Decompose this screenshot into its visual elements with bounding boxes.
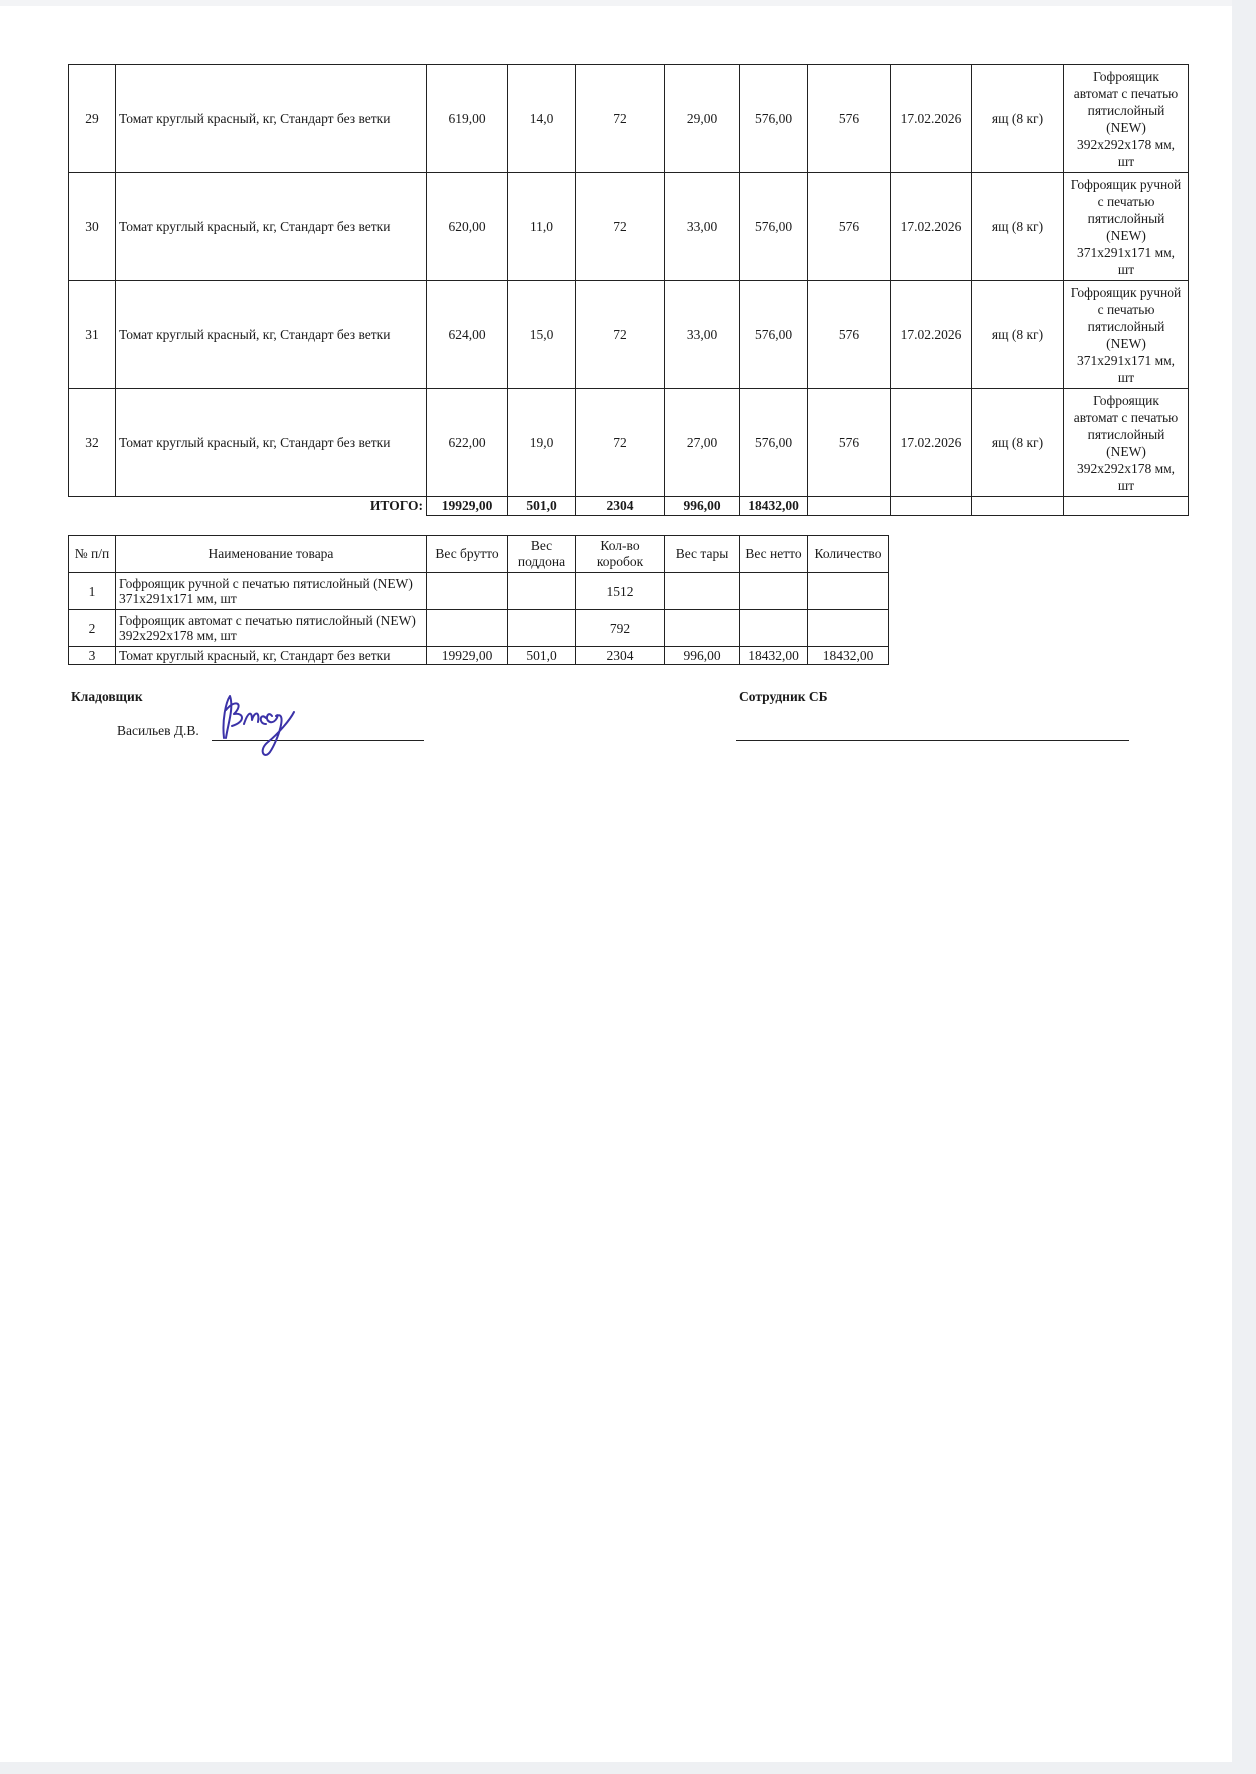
- cell-num: 30: [69, 173, 116, 281]
- pack-line: пятислойный: [1087, 210, 1165, 226]
- cell-pallet: [508, 573, 576, 610]
- cell-name: Томат круглый красный, кг, Стандарт без ветки: [116, 389, 427, 497]
- pack-line: пятислойный: [1087, 426, 1165, 442]
- cell-boxes: 72: [576, 173, 665, 281]
- scan-edge-top: [0, 0, 1256, 6]
- cell-gross: 622,00: [427, 389, 508, 497]
- cell-qty: 18432,00: [808, 647, 889, 665]
- cell-date: 17.02.2026: [891, 65, 972, 173]
- cell-date: 17.02.2026: [891, 281, 972, 389]
- pack-line: пятислойный: [1087, 318, 1165, 334]
- security-signature-line: [736, 740, 1129, 741]
- header-net: Вес нетто: [740, 536, 808, 573]
- cell-net: 576,00: [740, 281, 808, 389]
- cell-qty: 576: [808, 389, 891, 497]
- cell-tare: [665, 573, 740, 610]
- cell-net: [740, 610, 808, 647]
- pack-line: шт: [1117, 261, 1135, 277]
- cell-tare: 33,00: [665, 281, 740, 389]
- cell-tare: 996,00: [665, 647, 740, 665]
- cell-unit: ящ (8 кг): [972, 281, 1064, 389]
- summary-table: [68, 535, 889, 665]
- cell-boxes: 792: [576, 610, 665, 647]
- pack-line: пятислойный: [1087, 102, 1165, 118]
- header-name: Наименование товара: [116, 536, 427, 573]
- cell-pallet: 14,0: [508, 65, 576, 173]
- cell-name: Томат круглый красный, кг, Стандарт без ветки: [116, 281, 427, 389]
- cell-name: Гофроящик ручной с печатью пятислойный (NEW) 371x291x171 мм, шт: [116, 573, 427, 610]
- cell-gross: 620,00: [427, 173, 508, 281]
- cell-pack: [1064, 65, 1189, 173]
- cell-qty: [808, 610, 889, 647]
- summary-header-row: [69, 536, 889, 573]
- total-boxes: 2304: [576, 497, 665, 516]
- storekeeper-signature: [218, 690, 298, 762]
- cell-num: 3: [69, 647, 116, 665]
- cell-boxes: 72: [576, 389, 665, 497]
- cell-qty: [808, 573, 889, 610]
- cell-net: 18432,00: [740, 647, 808, 665]
- pack-line: (NEW): [1106, 335, 1146, 351]
- cell-unit: ящ (8 кг): [972, 389, 1064, 497]
- cell-boxes: 72: [576, 65, 665, 173]
- header-gross: Вес брутто: [427, 536, 508, 573]
- storekeeper-name: Васильев Д.В.: [117, 723, 199, 738]
- cell-tare: 29,00: [665, 65, 740, 173]
- total-empty-cell: [808, 497, 891, 516]
- total-empty-cell: [891, 497, 972, 516]
- total-blank: [69, 497, 116, 516]
- storekeeper-title: Кладовщик: [71, 689, 143, 704]
- cell-net: 576,00: [740, 65, 808, 173]
- header-tare: Вес тары: [665, 536, 740, 573]
- cell-unit: ящ (8 кг): [972, 65, 1064, 173]
- pack-line: 371x291x171 мм,: [1076, 352, 1176, 368]
- cell-boxes: 72: [576, 281, 665, 389]
- main-goods-table: [68, 64, 1189, 516]
- cell-tare: [665, 610, 740, 647]
- total-net: 18432,00: [740, 497, 808, 516]
- cell-qty: 576: [808, 65, 891, 173]
- cell-num: 32: [69, 389, 116, 497]
- cell-num: 1: [69, 573, 116, 610]
- total-empty-cell: [1064, 497, 1189, 516]
- cell-pack: [1064, 173, 1189, 281]
- scan-edge-bottom: [0, 1762, 1256, 1774]
- cell-gross: 19929,00: [427, 647, 508, 665]
- cell-date: 17.02.2026: [891, 173, 972, 281]
- cell-gross: 624,00: [427, 281, 508, 389]
- pack-line: 392x292x178 мм,: [1076, 136, 1176, 152]
- table-row: [69, 389, 1189, 497]
- header-qty: Количество: [808, 536, 889, 573]
- cell-unit: ящ (8 кг): [972, 173, 1064, 281]
- cell-boxes: 2304: [576, 647, 665, 665]
- table-row: [69, 610, 889, 647]
- pack-line: с печатью: [1097, 301, 1155, 317]
- cell-pack: [1064, 389, 1189, 497]
- pack-line: (NEW): [1106, 443, 1146, 459]
- table-row: [69, 65, 1189, 173]
- cell-num: 29: [69, 65, 116, 173]
- cell-gross: [427, 610, 508, 647]
- pack-line: шт: [1117, 153, 1135, 169]
- pack-line: Гофроящик: [1093, 68, 1159, 84]
- pack-line: автомат с печатью: [1073, 409, 1179, 425]
- cell-gross: 619,00: [427, 65, 508, 173]
- pack-line: Гофроящик ручной: [1070, 284, 1182, 300]
- cell-pallet: [508, 610, 576, 647]
- table-row: [69, 573, 889, 610]
- header-pallet: Вес поддона: [508, 536, 576, 573]
- cell-tare: 27,00: [665, 389, 740, 497]
- cell-num: 31: [69, 281, 116, 389]
- cell-pallet: 15,0: [508, 281, 576, 389]
- pack-line: автомат с печатью: [1073, 85, 1179, 101]
- cell-pallet: 11,0: [508, 173, 576, 281]
- pack-line: (NEW): [1106, 119, 1146, 135]
- pack-line: 392x292x178 мм,: [1076, 460, 1176, 476]
- cell-qty: 576: [808, 281, 891, 389]
- pack-line: шт: [1117, 477, 1135, 493]
- cell-pallet: 19,0: [508, 389, 576, 497]
- cell-pack: [1064, 281, 1189, 389]
- table-row: [69, 281, 1189, 389]
- cell-gross: [427, 573, 508, 610]
- total-empty-cell: [972, 497, 1064, 516]
- pack-line: шт: [1117, 369, 1135, 385]
- pack-line: (NEW): [1106, 227, 1146, 243]
- cell-pallet: 501,0: [508, 647, 576, 665]
- cell-name: Томат круглый красный, кг, Стандарт без ветки: [116, 65, 427, 173]
- cell-name: Томат круглый красный, кг, Стандарт без ветки: [116, 647, 427, 665]
- pack-line: с печатью: [1097, 193, 1155, 209]
- total-label: ИТОГО:: [116, 497, 427, 516]
- cell-tare: 33,00: [665, 173, 740, 281]
- cell-qty: 576: [808, 173, 891, 281]
- pack-line: Гофроящик ручной: [1070, 176, 1182, 192]
- table-row: [69, 647, 889, 665]
- header-num: № п/п: [69, 536, 116, 573]
- cell-date: 17.02.2026: [891, 389, 972, 497]
- total-gross: 19929,00: [427, 497, 508, 516]
- cell-net: [740, 573, 808, 610]
- cell-net: 576,00: [740, 389, 808, 497]
- cell-num: 2: [69, 610, 116, 647]
- table-row: [69, 173, 1189, 281]
- header-boxes: Кол-во коробок: [576, 536, 665, 573]
- cell-boxes: 1512: [576, 573, 665, 610]
- total-tare: 996,00: [665, 497, 740, 516]
- scan-edge-right: [1232, 0, 1256, 1774]
- pack-line: 371x291x171 мм,: [1076, 244, 1176, 260]
- cell-name: Гофроящик автомат с печатью пятислойный (NEW) 392x292x178 мм, шт: [116, 610, 427, 647]
- pack-line: Гофроящик: [1093, 392, 1159, 408]
- cell-name: Томат круглый красный, кг, Стандарт без ветки: [116, 173, 427, 281]
- security-title: Сотрудник СБ: [739, 689, 828, 704]
- total-pallet: 501,0: [508, 497, 576, 516]
- cell-net: 576,00: [740, 173, 808, 281]
- total-row: [69, 497, 1189, 516]
